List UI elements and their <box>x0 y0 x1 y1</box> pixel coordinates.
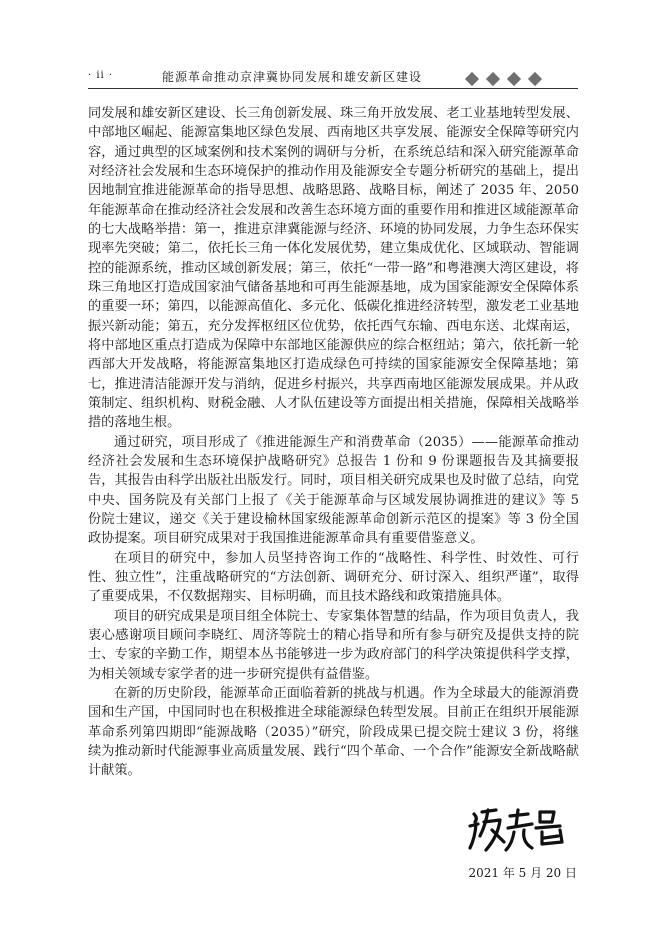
paragraph-continued: 同发展和雄安新区建设、长三角创新发展、珠三角开放发展、老工业基地转型发展、中部地区崛起、能源富集地区绿色发展、西南地区共享发展、能源安全保障等研究内容，通过典型的区域案例和技术案例的调研与分析，在系统总结和深入研究能源革命对经济社会发展和生态环境保护的推动作用及能源安全专题分析研究的基础上，提出因地制宜推进能源革命的指导思想、战略思路、战略目标，阐述了 2035 年、2050 年能源革命在推动经济社会发展和改善生态环境方面的重要作用和推进区域能源革命的七大战略举措：第一，推进京津冀能源与经济、环境的协同发展，力争生态环保实现率先突破；第二，依托长三角一体化发展优势，建立集成优化、区域联动、智能调控的能源系统，推动区域创新发展；第三，依托“一带一路”和粤港澳大湾区建设，将珠三角地区打造成国家油气储备基地和可再生能源基地，成为国家能源安全保障体系的重要一环；第四，以能源高值化、多元化、低碳化推进经济转型，激发老工业基地振兴新动能；第五，充分发挥枢纽区位优势，依托西气东输、西电东送、北煤南运，将中部地区重点打造成为保障中东部地区能源供应的综合枢纽站；第六，依托新一轮西部大开发战略，将能源富集地区打造成绿色可持续的国家能源安全保障基地；第七，推进清洁能源开发与消纳，促进乡村振兴，共享西南地区能源发展成果。并从政策制定、组织机构、财税金融、人才队伍建设等方面提出相关措施，保障相关战略举措的落地生根。 <box>88 106 579 431</box>
body-text <box>88 104 579 780</box>
running-header <box>88 67 578 89</box>
paragraph: 通过研究，项目形成了《推进能源生产和消费革命（2035）——能源革命推动经济社会发展和生态环境保护战略研究》总报告 1 份和 9 份课题报告及其摘要报告，其报告由科学出版社出版发行。同时，项目相关研究成果也及时做了总结，向党中央、国务院及有关部门上报了《关于能源革命与区域发展协调推进的建议》等 5 份院士建议，递交《关于建设榆林国家级能源革命创新示范区的提案》等 3 份全国政协提案。项目研究成果对于我国推进能源革命具有重要借鉴意义。 <box>88 434 579 547</box>
page-number: · ii · <box>88 70 114 81</box>
paragraph: 在新的历史阶段，能源革命正面临着新的挑战与机遇。作为全球最大的能源消费国和生产国，中国同时也在积极推进全球能源绿色转型发展。目前正在组织开展能源革命系列第四期即“能源战略（2035）”研究，阶段成果已提交院士建议 3 份，将继续为推动新时代能源事业高质量发展、践行“四个革命、一个合作”能源安全新战略献计献策。 <box>88 685 579 779</box>
paragraph: 在项目的研究中，参加人员坚持咨询工作的“战略性、科学性、时效性、可行性、独立性”，注重战略研究的“方法创新、调研充分、研讨深入、组织严谨”，取得了重要成果，不仅数据翔实、目标明确，而且技术路线和政策措施具体。 <box>88 550 579 605</box>
header-rule <box>88 88 578 89</box>
paragraph: 项目的研究成果是项目组全体院士、专家集体智慧的结晶，作为项目负责人，我衷心感谢项目顾问李晓红、周济等院士的精心指导和所有参与研究及提供支持的院士、专家的辛勤工作，期望本丛书能够进一步为政府部门的科学决策提供科学支撑，为相关领域专家学者的进一步研究提供有益借鉴。 <box>88 608 579 682</box>
running-title: 能源革命推动京津冀协同发展和雄安新区建设 <box>162 70 423 84</box>
diamond-ornament <box>465 72 580 86</box>
handwritten-signature <box>466 806 570 854</box>
date: 2021 年 5 月 20 日 <box>468 866 577 880</box>
